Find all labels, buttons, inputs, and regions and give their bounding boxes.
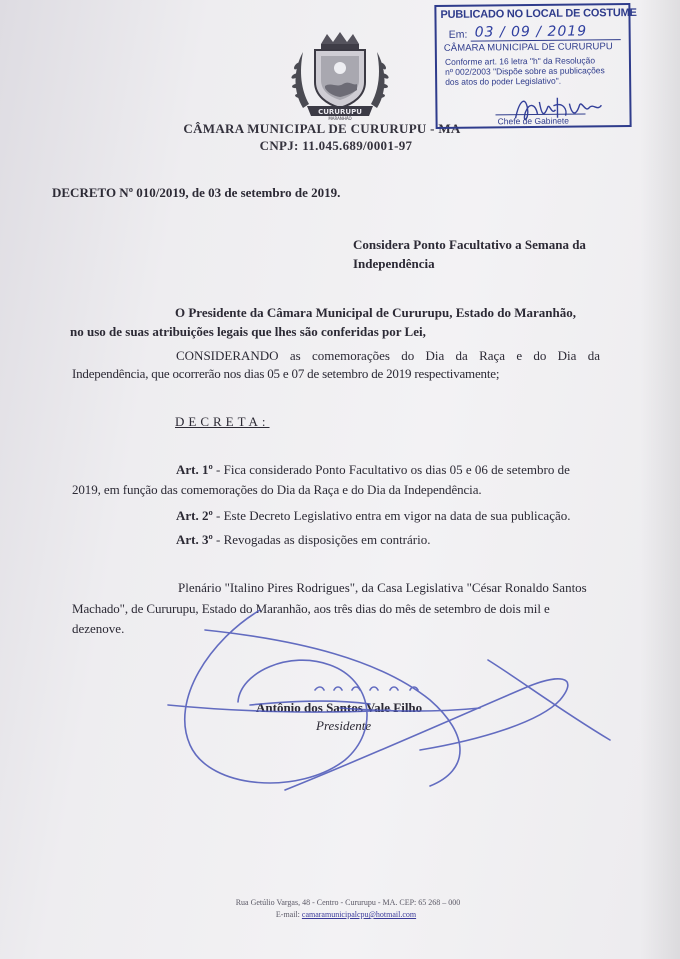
coat-of-arms-icon — [285, 30, 395, 120]
footer-email-label: E-mail: — [275, 910, 300, 919]
signatory-role: Presidente — [316, 718, 372, 733]
stamp-legal-line: nº 002/2003 "Dispõe sobre as publicações — [445, 65, 605, 77]
preamble-line: O Presidente da Câmara Municipal de Cururupu, Estado do Maranhão, — [175, 305, 576, 320]
article-1-text: - Fica considerado Ponto Facultativo os dias 05 e 06 de setembro de — [212, 462, 570, 477]
article-1-label: Art. 1º — [176, 462, 213, 477]
footer-email-link[interactable]: camaramunicipalcpu@hotmail.com — [301, 910, 417, 919]
stamp-title: PUBLICADO NO LOCAL DE COSTUME — [440, 6, 637, 21]
decree-title: DECRETO Nº 010/2019, de 03 de setembro de 2019. — [52, 185, 341, 200]
article-1-continuation: 2019, em função das comemorações do Dia da Raça e do Dia da Independência. — [72, 482, 482, 497]
stamp-legal-line: dos atos do poder Legislativo". — [445, 75, 562, 87]
footer-address: Rua Getúlio Vargas, 48 - Centro - Cururupu - MA. CEP: 65 268 – 000 — [235, 898, 461, 907]
crest-ribbon-text: CURURUPU — [318, 108, 362, 116]
article-3-label: Art. 3º — [176, 532, 213, 547]
publication-stamp — [434, 3, 637, 129]
stamp-legal-line: Conforme art. 16 letra "h" da Resolução — [444, 55, 596, 67]
article-1 — [176, 462, 604, 478]
decree-ementa-line: Independência — [353, 256, 435, 271]
footer-email — [6, 910, 680, 919]
article-2-text: - Este Decreto Legislativo entra em vigor na data de sua publicação. — [212, 508, 571, 523]
stamp-organization: CÂMARA MUNICIPAL DE CURURUPU — [443, 41, 613, 54]
signatory-name: Antônio dos Santos Vale Filho — [256, 700, 423, 715]
closing-line: Plenário "Italino Pires Rodrigues", da Casa Legislativa "César Ronaldo Santos — [178, 580, 587, 595]
stamp-role: Chefe de Gabinete — [497, 115, 569, 127]
article-3 — [176, 532, 430, 548]
article-2 — [176, 508, 571, 524]
article-3-text: - Revogadas as disposições em contrário. — [212, 532, 431, 547]
stamp-em-label: Em: — [448, 28, 468, 41]
preamble-line: no uso de suas atribuições legais que lhes são conferidas por Lei, — [70, 324, 426, 339]
cnpj-number: CNPJ: 11.045.689/0001-97 — [259, 138, 413, 153]
decreta-heading: DECRETA: — [175, 414, 270, 429]
crest-ribbon-subtext: MARANHÃO — [328, 116, 352, 120]
stamp-date: 03 / 09 / 2019 — [474, 23, 588, 41]
article-2-label: Art. 2º — [176, 508, 213, 523]
stamp-legal-text — [445, 55, 629, 87]
considerando-line: CONSIDERANDO as comemorações do Dia da Raça e do Dia da — [176, 348, 600, 363]
closing-line: dezenove. — [72, 621, 125, 636]
considerando-line: Independência, que ocorrerão nos dias 05 e 07 de setembro de 2019 respectivamente; — [72, 366, 500, 381]
closing-line: Machado", de Cururupu, Estado do Maranhão, aos três dias do mês de setembro de dois mil e — [72, 601, 550, 616]
institution-name: CÂMARA MUNICIPAL DE CURURUPU - MA — [183, 121, 461, 136]
decree-ementa-line: Considera Ponto Facultativo a Semana da — [353, 237, 586, 252]
